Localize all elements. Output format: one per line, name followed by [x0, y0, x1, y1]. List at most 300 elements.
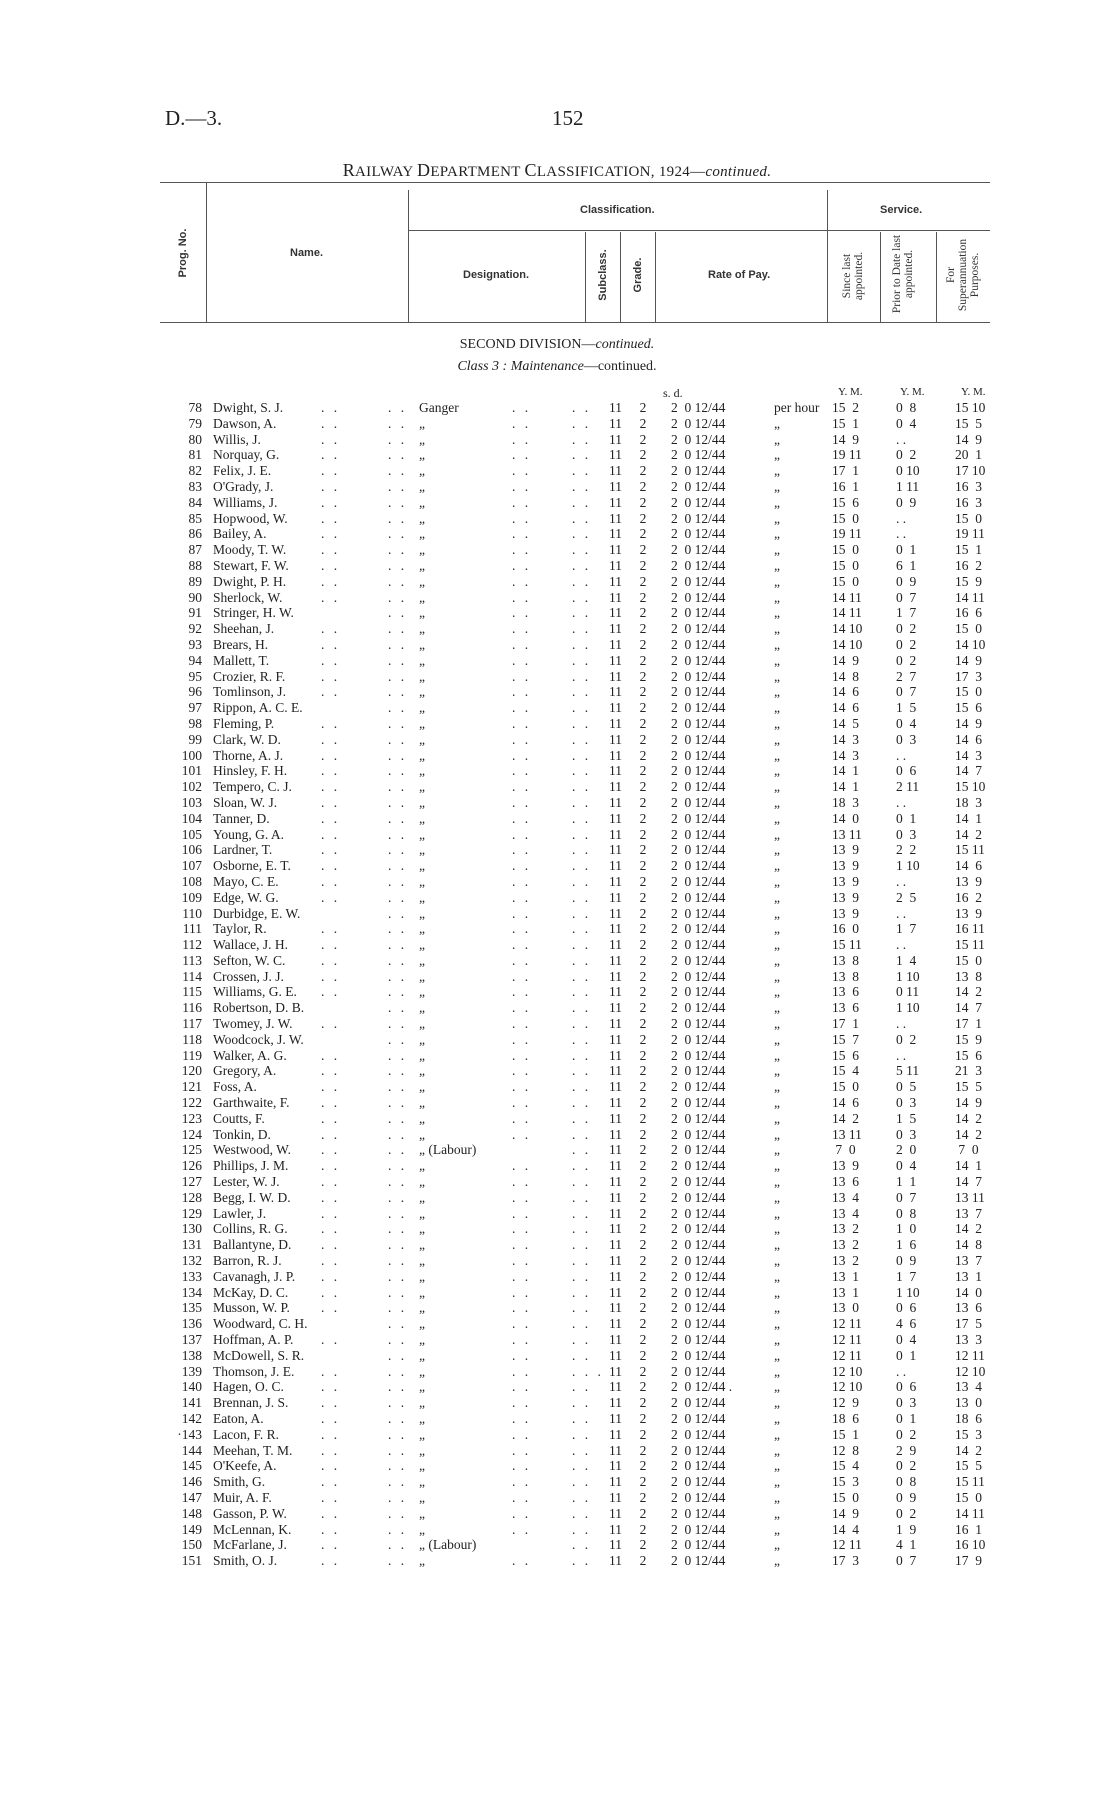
rate-unit: „ — [774, 842, 780, 858]
col-designation: Designation. — [463, 269, 530, 281]
rate-of-pay: 2 0 12/44 — [671, 889, 726, 905]
grade: 2 — [639, 1268, 647, 1284]
designation: „ — [419, 1347, 425, 1363]
employee-name: Dwight, P. H. — [213, 573, 287, 589]
service-superannuation: 12 10 — [955, 1363, 986, 1379]
rate-unit: „ — [774, 636, 780, 652]
service-prior: 0 5 — [896, 1079, 917, 1095]
rate-unit: „ — [774, 1031, 780, 1047]
service-prior: 5 11 — [896, 1063, 920, 1079]
leader-dots: . . — [512, 747, 532, 763]
table-row — [0, 969, 1114, 985]
leader-dots: . . — [321, 1237, 341, 1253]
rate-of-pay: 2 0 12/44 . — [671, 1379, 733, 1395]
prog-number: 116 — [182, 1000, 202, 1016]
service-prior: 0 2 — [896, 1426, 917, 1442]
service-superannuation: 17 5 — [955, 1316, 982, 1332]
employee-name: McLennan, K. — [213, 1521, 292, 1537]
subclass: 11 — [609, 1158, 622, 1174]
leader-dots: . . — [321, 652, 341, 668]
leader-dots: . . — [572, 1521, 592, 1537]
grade: 2 — [639, 1000, 647, 1016]
employee-name: Twomey, J. W. — [213, 1016, 293, 1032]
subclass: 11 — [609, 1253, 622, 1269]
service-prior: 2 5 — [896, 889, 917, 905]
subclass: 11 — [609, 810, 622, 826]
rate-unit: „ — [774, 905, 780, 921]
service-since-last: 14 3 — [832, 731, 859, 747]
leader-dots: . . — [572, 621, 592, 637]
service-since-last: 15 3 — [832, 1474, 859, 1490]
col-subclass: Subclass. — [597, 249, 609, 301]
rate-of-pay: 2 0 12/44 — [671, 478, 726, 494]
prog-number: 117 — [182, 1016, 202, 1032]
leader-dots: . . — [572, 1395, 592, 1411]
subclass: 11 — [609, 747, 622, 763]
leader-dots: . . — [321, 889, 341, 905]
rate-of-pay: 2 0 12/44 — [671, 1063, 726, 1079]
rate-of-pay: 2 0 12/44 — [671, 700, 726, 716]
service-prior: 0 1 — [896, 810, 917, 826]
service-since-last: 12 10 — [832, 1379, 863, 1395]
table-row — [0, 1411, 1114, 1427]
rate-of-pay: 2 0 12/44 — [671, 731, 726, 747]
subclass: 11 — [609, 1237, 622, 1253]
leader-dots: . . — [572, 952, 592, 968]
subclass: 11 — [609, 700, 622, 716]
rate-of-pay: 2 0 12/44 — [671, 921, 726, 937]
grade: 2 — [639, 605, 647, 621]
service-since-last: 12 11 — [832, 1537, 862, 1553]
service-superannuation: 13 11 — [955, 1189, 985, 1205]
designation: „ — [419, 1474, 425, 1490]
leader-dots: . . — [572, 605, 592, 621]
leader-dots: . . — [321, 415, 341, 431]
subclass: 11 — [609, 1474, 622, 1490]
leader-dots: . . — [512, 1000, 532, 1016]
prog-number: 137 — [181, 1332, 202, 1348]
leader-dots: . . — [572, 1474, 592, 1490]
prog-number: ·143 — [177, 1426, 202, 1442]
leader-dots: . . — [388, 1316, 408, 1332]
leader-dots: . . — [388, 1189, 408, 1205]
table-row — [0, 1332, 1114, 1348]
leader-dots: . . — [512, 652, 532, 668]
grade: 2 — [639, 1142, 647, 1158]
service-superannuation: 14 8 — [955, 1237, 982, 1253]
employee-name: Hoffman, A. P. — [213, 1332, 294, 1348]
leader-dots: . . — [388, 526, 408, 542]
designation: „ — [419, 652, 425, 668]
class-name: Maintenance — [510, 359, 584, 374]
service-prior: 1 7 — [896, 605, 917, 621]
rate-of-pay: 2 0 12/44 — [671, 400, 726, 415]
subclass: 11 — [609, 447, 622, 463]
leader-dots: . . — [572, 447, 592, 463]
leader-dots: . . — [572, 700, 592, 716]
prog-divider — [206, 182, 207, 322]
prog-number: 111 — [182, 921, 202, 937]
leader-dots: . . — [512, 794, 532, 810]
designation: „ — [419, 700, 425, 716]
service-superannuation: 16 3 — [955, 478, 982, 494]
rate-unit: „ — [774, 1316, 780, 1332]
leader-dots: . . — [512, 526, 532, 542]
service-prior: 1 10 — [896, 1284, 920, 1300]
grade: 2 — [639, 779, 647, 795]
table-row — [0, 1032, 1114, 1048]
rate-unit: „ — [774, 494, 780, 510]
employee-name: Clark, W. D. — [213, 731, 281, 747]
service-since-last: 15 0 — [832, 573, 859, 589]
leader-dots: . . — [388, 1489, 408, 1505]
prog-number: 98 — [188, 715, 202, 731]
service-prior: 4 6 — [896, 1316, 917, 1332]
leader-dots: . . — [512, 1474, 532, 1490]
service-since-last: 13 1 — [832, 1268, 859, 1284]
leader-dots: . . — [572, 494, 592, 510]
leader-dots: . . — [572, 684, 592, 700]
class-heading — [0, 359, 1114, 375]
designation: „ — [419, 431, 425, 447]
grade: 2 — [639, 494, 647, 510]
leader-dots: . . — [388, 1205, 408, 1221]
leader-dots: . . — [321, 636, 341, 652]
rate-unit: „ — [774, 510, 780, 526]
prog-number: 124 — [181, 1126, 202, 1142]
subclass: 11 — [609, 1332, 622, 1348]
rate-of-pay: 2 0 12/44 — [671, 1016, 726, 1032]
leader-dots: . . — [321, 1126, 341, 1142]
rate-unit: „ — [774, 952, 780, 968]
rate-unit: „ — [774, 589, 780, 605]
leader-dots: . . — [388, 1031, 408, 1047]
service-prior: 2 11 — [896, 779, 920, 795]
leader-dots: . . — [388, 1047, 408, 1063]
service-prior: 0 1 — [896, 1347, 917, 1363]
grade: 2 — [639, 684, 647, 700]
table-row — [0, 1237, 1114, 1253]
employee-name: Smith, G. — [213, 1474, 266, 1490]
grade: 2 — [639, 873, 647, 889]
prog-number: 144 — [181, 1442, 202, 1458]
grade-divider — [655, 232, 656, 322]
rate-of-pay: 2 0 12/44 — [671, 684, 726, 700]
rate-of-pay: 2 0 12/44 — [671, 715, 726, 731]
subclass: 11 — [609, 937, 622, 953]
grade: 2 — [639, 968, 647, 984]
leader-dots: . . — [388, 573, 408, 589]
grade: 2 — [639, 621, 647, 637]
service-since-last: 13 9 — [832, 858, 859, 874]
subclass: 11 — [609, 873, 622, 889]
leader-dots: . . — [512, 1205, 532, 1221]
rate-unit: „ — [774, 1411, 780, 1426]
service-since-last: 14 1 — [832, 779, 859, 795]
grade: 2 — [639, 826, 647, 842]
grade: 2 — [639, 573, 647, 589]
service-since-last: 13 2 — [832, 1221, 859, 1237]
col-classification: Classification. — [580, 204, 655, 216]
page-reference: D.—3. — [165, 106, 223, 130]
table-row — [0, 479, 1114, 495]
rate-unit: „ — [774, 447, 780, 463]
rate-of-pay: 2 0 12/44 — [671, 1284, 726, 1300]
service-prior: 2 7 — [896, 668, 917, 684]
grade: 2 — [639, 1253, 647, 1269]
table-row — [0, 874, 1114, 890]
leader-dots: . . — [321, 1079, 341, 1095]
designation: „ — [419, 1458, 425, 1474]
service-since-last: 17 1 — [832, 1016, 859, 1032]
prog-number: 112 — [182, 937, 202, 953]
grade: 2 — [639, 1347, 647, 1363]
prog-number: 83 — [188, 478, 202, 494]
leader-dots: . . — [572, 636, 592, 652]
service-prior: 0 9 — [896, 1253, 917, 1269]
table-row — [0, 621, 1114, 637]
service-superannuation: 13 7 — [955, 1253, 982, 1269]
title-cap-2: D — [417, 160, 431, 180]
rate-unit: „ — [774, 1300, 780, 1316]
employee-name: Fleming, P. — [213, 715, 275, 731]
employee-name: O'Grady, J. — [213, 478, 274, 494]
service-superannuation: 14 11 — [955, 589, 985, 605]
grade: 2 — [639, 1110, 647, 1126]
service-superannuation: 21 3 — [955, 1063, 982, 1079]
designation: „ — [419, 715, 425, 731]
leader-dots: . . — [321, 921, 341, 937]
table-row — [0, 1395, 1114, 1411]
leader-dots: . . — [572, 400, 592, 415]
service-since-last: 13 11 — [832, 1126, 862, 1142]
title-continued: continued. — [705, 164, 772, 180]
rate-of-pay: 2 0 12/44 — [671, 1505, 726, 1521]
service-superannuation: 15 10 — [955, 779, 986, 795]
service-since-last: 14 6 — [832, 684, 859, 700]
leader-dots: . . — [321, 431, 341, 447]
subclass: 11 — [609, 1489, 622, 1505]
table-row — [0, 432, 1114, 448]
service-since-last: 14 9 — [832, 1505, 859, 1521]
service-since-last: 13 9 — [832, 873, 859, 889]
rate-unit: „ — [774, 715, 780, 731]
subclass: 11 — [609, 1537, 622, 1553]
leader-dots: . . — [321, 400, 341, 415]
leader-dots: . . — [512, 858, 532, 874]
table-row — [0, 1142, 1114, 1158]
leader-dots: . . — [388, 921, 408, 937]
subclass: 11 — [609, 1189, 622, 1205]
table-row — [0, 827, 1114, 843]
leader-dots: . . — [321, 510, 341, 526]
leader-dots: . . — [388, 589, 408, 605]
service-prior: 0 11 — [896, 984, 920, 1000]
designation: „ — [419, 858, 425, 874]
service-prior: . . — [896, 526, 907, 542]
leader-dots: . . — [388, 636, 408, 652]
service-prior: 1 5 — [896, 1110, 917, 1126]
rate-unit: „ — [774, 921, 780, 937]
designation: „ — [419, 1316, 425, 1332]
leader-dots: . . — [321, 858, 341, 874]
rate-unit: „ — [774, 1268, 780, 1284]
designation: „ — [419, 1395, 425, 1411]
designation: „ — [419, 1126, 425, 1142]
leader-dots: . . — [321, 1189, 341, 1205]
rate-unit: „ — [774, 557, 780, 573]
rate-unit: „ — [774, 1142, 780, 1158]
rate-of-pay: 2 0 12/44 — [671, 1000, 726, 1016]
leader-dots: . . — [388, 1142, 408, 1158]
rate-of-pay: 2 0 12/44 — [671, 431, 726, 447]
class-continued: —continued. — [583, 359, 657, 374]
leader-dots: . . — [572, 510, 592, 526]
designation: „ — [419, 747, 425, 763]
leader-dots: . . — [388, 415, 408, 431]
leader-dots: . . — [321, 1426, 341, 1442]
page-title — [0, 160, 1114, 181]
designation: „ — [419, 1426, 425, 1442]
leader-dots: . . — [512, 921, 532, 937]
leader-dots: . . — [388, 1268, 408, 1284]
service-superannuation: 14 2 — [955, 984, 982, 1000]
leader-dots: . . — [512, 905, 532, 921]
rate-of-pay: 2 0 12/44 — [671, 1347, 726, 1363]
service-since-last: 13 2 — [832, 1253, 859, 1269]
service-since-last: 14 10 — [832, 636, 863, 652]
service-since-last: 15 7 — [832, 1031, 859, 1047]
prog-number: 126 — [181, 1158, 202, 1174]
employee-name: Stringer, H. W. — [213, 605, 294, 621]
leader-dots: . . — [388, 968, 408, 984]
rate-of-pay: 2 0 12/44 — [671, 1411, 726, 1426]
rate-unit: „ — [774, 794, 780, 810]
designation: „ — [419, 1521, 425, 1537]
service-since-last: 15 6 — [832, 494, 859, 510]
employee-name: Eaton, A. — [213, 1411, 264, 1426]
service-superannuation: 16 10 — [955, 1537, 986, 1553]
rate-of-pay: 2 0 12/44 — [671, 621, 726, 637]
rate-of-pay: 2 0 12/44 — [671, 873, 726, 889]
subclass: 11 — [609, 400, 622, 415]
grade: 2 — [639, 1158, 647, 1174]
subclass: 11 — [609, 1379, 622, 1395]
leader-dots: . . — [572, 1489, 592, 1505]
prog-number: 132 — [181, 1253, 202, 1269]
leader-dots: . . — [321, 937, 341, 953]
service-prior: 1 10 — [896, 968, 920, 984]
rate-divider — [827, 190, 828, 322]
subclass: 11 — [609, 1063, 622, 1079]
service-superannuation: 16 2 — [955, 557, 982, 573]
rate-unit: „ — [774, 1363, 780, 1379]
service-superannuation: 14 9 — [955, 652, 982, 668]
service-since-last: 12 11 — [832, 1347, 862, 1363]
leader-dots: . . — [572, 1189, 592, 1205]
prog-number: 84 — [188, 494, 202, 510]
rate-unit: „ — [774, 1174, 780, 1190]
prog-number: 138 — [181, 1347, 202, 1363]
grade: 2 — [639, 1079, 647, 1095]
rate-unit: „ — [774, 1095, 780, 1111]
service-prior: 1 7 — [896, 1268, 917, 1284]
leader-dots: . . — [512, 937, 532, 953]
service-since-last: 15 0 — [832, 542, 859, 558]
subclass: 11 — [609, 715, 622, 731]
table-row — [0, 1206, 1114, 1222]
grade: 2 — [639, 889, 647, 905]
designation: „ — [419, 1253, 425, 1269]
leader-dots: . . — [512, 1158, 532, 1174]
grade: 2 — [639, 1300, 647, 1316]
table-row — [0, 1016, 1114, 1032]
leader-dots: . . — [388, 1174, 408, 1190]
rate-of-pay: 2 0 12/44 — [671, 1537, 726, 1553]
leader-dots: . . — [388, 826, 408, 842]
leader-dots: . . — [512, 1047, 532, 1063]
leader-dots: . . — [321, 589, 341, 605]
leader-dots: . . — [321, 526, 341, 542]
service-prior: 4 1 — [896, 1537, 917, 1553]
leader-dots: . . — [572, 921, 592, 937]
rate-unit: „ — [774, 731, 780, 747]
subclass-divider — [620, 232, 621, 322]
leader-dots: . . — [321, 1363, 341, 1379]
service-prior: . . — [896, 431, 907, 447]
grade: 2 — [639, 652, 647, 668]
subclass: 11 — [609, 668, 622, 684]
leader-dots: . . — [388, 794, 408, 810]
leader-dots: . . — [388, 1347, 408, 1363]
service-prior: . . — [896, 510, 907, 526]
subclass: 11 — [609, 842, 622, 858]
grade: 2 — [639, 1016, 647, 1032]
service-since-last: 14 9 — [832, 652, 859, 668]
employee-name: Sloan, W. J. — [213, 794, 278, 810]
grade: 2 — [639, 1395, 647, 1411]
rate-unit: „ — [774, 463, 780, 479]
designation: „ — [419, 1300, 425, 1316]
leader-dots: . . — [572, 557, 592, 573]
leader-dots: . . — [321, 1537, 341, 1553]
rate-of-pay: 2 0 12/44 — [671, 1126, 726, 1142]
service-prior: . . — [896, 1016, 907, 1032]
service-superannuation: 13 1 — [955, 1268, 982, 1284]
rate-unit: „ — [774, 1253, 780, 1269]
leader-dots: . . — [572, 1237, 592, 1253]
table-row — [0, 1443, 1114, 1459]
leader-dots: . . . — [572, 1363, 604, 1379]
table-row — [0, 526, 1114, 542]
rate-unit: „ — [774, 415, 780, 431]
employee-name: Moody, T. W. — [213, 542, 287, 558]
service-prior: 0 2 — [896, 652, 917, 668]
rate-of-pay: 2 0 12/44 — [671, 1553, 726, 1569]
title-part-1: AILWAY — [355, 164, 418, 180]
leader-dots: . . — [388, 842, 408, 858]
designation: „ — [419, 1284, 425, 1300]
service-prior: 1 5 — [896, 700, 917, 716]
grade: 2 — [639, 1489, 647, 1505]
designation: „ — [419, 447, 425, 463]
designation: „ — [419, 636, 425, 652]
service-superannuation: 13 9 — [955, 905, 982, 921]
rate-of-pay: 2 0 12/44 — [671, 557, 726, 573]
designation: „ — [419, 1442, 425, 1458]
rate-of-pay: 2 0 12/44 — [671, 1174, 726, 1190]
service-prior: 2 0 — [896, 1142, 917, 1158]
